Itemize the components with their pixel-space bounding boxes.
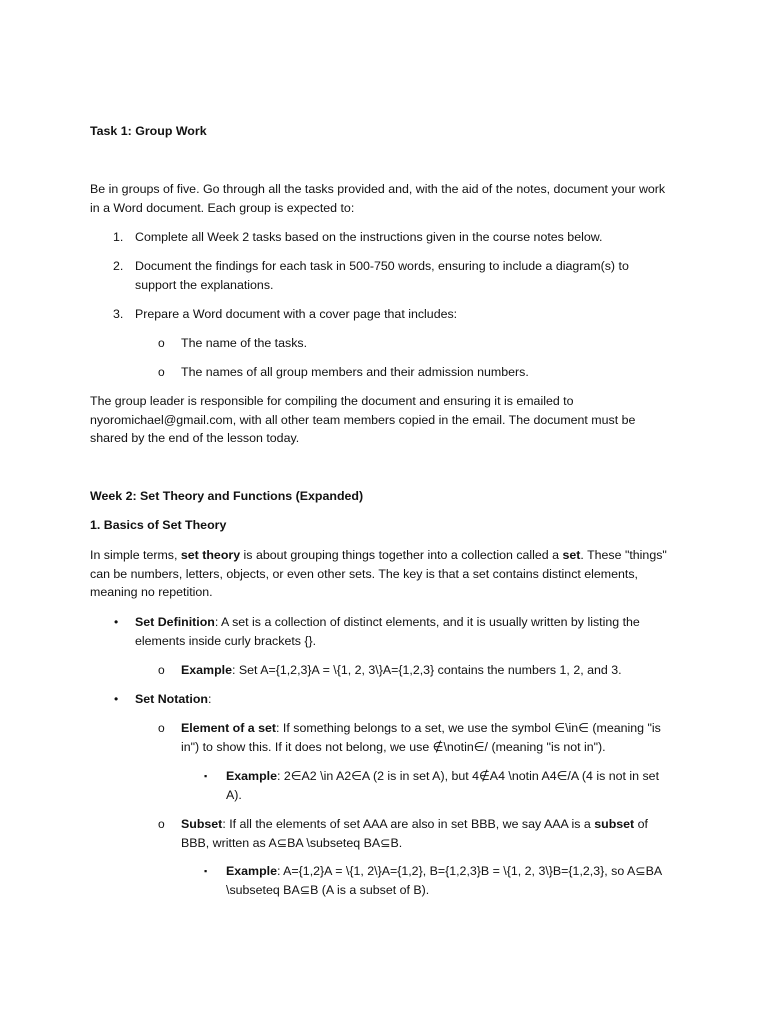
example-text: : A={1,2}A = \{1, 2\}A={1,2}, B={1,2,3}B = \{1, 2, 3\}B={1,2,3}, so A⊆BA \subseteq BA⊆B (A is a subset of B).: [226, 864, 662, 897]
intro-text: In simple terms,: [90, 548, 181, 562]
hollow-bullet-icon: o: [158, 663, 165, 677]
hollow-bullet-icon: o: [158, 336, 165, 350]
element-example: [226, 767, 671, 804]
list-number: 3.: [113, 307, 124, 321]
list-item-text: Document the findings for each task in 500-750 words, ensuring to include a diagram(s) to support the explanations.: [135, 259, 629, 292]
subset-example: [226, 862, 671, 899]
bullet-icon: •: [114, 692, 119, 706]
intro-bold-term: set theory: [180, 548, 241, 562]
intro-text: . These "things" can be numbers, letters, objects, or even other sets. The key is that a set contains distinct elements, meaning no repetition.: [90, 548, 667, 599]
subset-bold-term: subset: [594, 817, 635, 831]
example-label: Example: [226, 864, 277, 878]
set-definition-item: [135, 613, 671, 650]
example-text: : 2∈A2 \in A2∈A (2 is in set A), but 4∉A4 \notin A4∈/A (4 is not in set A).: [226, 769, 660, 802]
cover-item-text: The names of all group members and their admission numbers.: [181, 365, 529, 379]
bullet-icon: •: [114, 615, 119, 629]
list-item-text: Prepare a Word document with a cover page that includes:: [135, 307, 458, 321]
subset-item: [181, 815, 671, 852]
subset-label: Subset: [181, 817, 223, 831]
subset-text: of BBB, written as A⊆BA \subseteq BA⊆B.: [181, 817, 648, 850]
hollow-bullet-icon: o: [158, 365, 165, 379]
list-item-text: Complete all Week 2 tasks based on the instructions given in the course notes below.: [135, 230, 603, 244]
set-definition-example: [181, 661, 671, 680]
hollow-bullet-icon: o: [158, 817, 165, 831]
subset-text: : If all the elements of set AAA are also in set BBB, we say AAA is a: [222, 817, 595, 831]
element-of-set-item: [181, 719, 671, 756]
list-number: 2.: [113, 259, 124, 273]
list-number: 1.: [113, 230, 124, 244]
square-bullet-icon: ▪: [204, 866, 208, 876]
section1-heading: 1. Basics of Set Theory: [90, 518, 227, 532]
intro-bold-term: set: [562, 548, 581, 562]
square-bullet-icon: ▪: [204, 771, 208, 781]
cover-item-text: The name of the tasks.: [181, 336, 308, 350]
set-notation-label: Set Notation: [135, 692, 208, 706]
week2-heading: Week 2: Set Theory and Functions (Expanded): [90, 489, 364, 503]
task1-heading: Task 1: Group Work: [90, 124, 207, 138]
task1-intro: Be in groups of five. Go through all the tasks provided and, with the aid of the notes, document your work in a Word document. Each group is expected to:: [90, 182, 666, 215]
element-text: : If something belongs to a set, we use the symbol ∈\in∈ (meaning "is in") to show this. If it does not belong, we use ∉\notin∈/ (meaning "is not in").: [181, 721, 661, 754]
intro-text: is about grouping things together into a collection called a: [240, 548, 563, 562]
example-label: Example: [181, 663, 232, 677]
set-definition-text: : A set is a collection of distinct elements, and it is usually written by listing the elements inside curly brackets {}.: [135, 615, 640, 648]
set-notation-colon: :: [207, 692, 212, 706]
example-text: : Set A={1,2,3}A = \{1, 2, 3\}A={1,2,3} contains the numbers 1, 2, and 3.: [231, 663, 622, 677]
example-label: Example: [226, 769, 277, 783]
set-theory-intro: [90, 546, 670, 602]
task1-closing: The group leader is responsible for compiling the document and ensuring it is emailed to nyoromichael@gmail.com, with all other team members copied in the email. The document must be shared by the end of the lesson today.: [90, 394, 636, 445]
set-notation-item: [135, 690, 671, 709]
element-label: Element of a set: [181, 721, 277, 735]
set-definition-label: Set Definition: [135, 615, 215, 629]
hollow-bullet-icon: o: [158, 721, 165, 735]
